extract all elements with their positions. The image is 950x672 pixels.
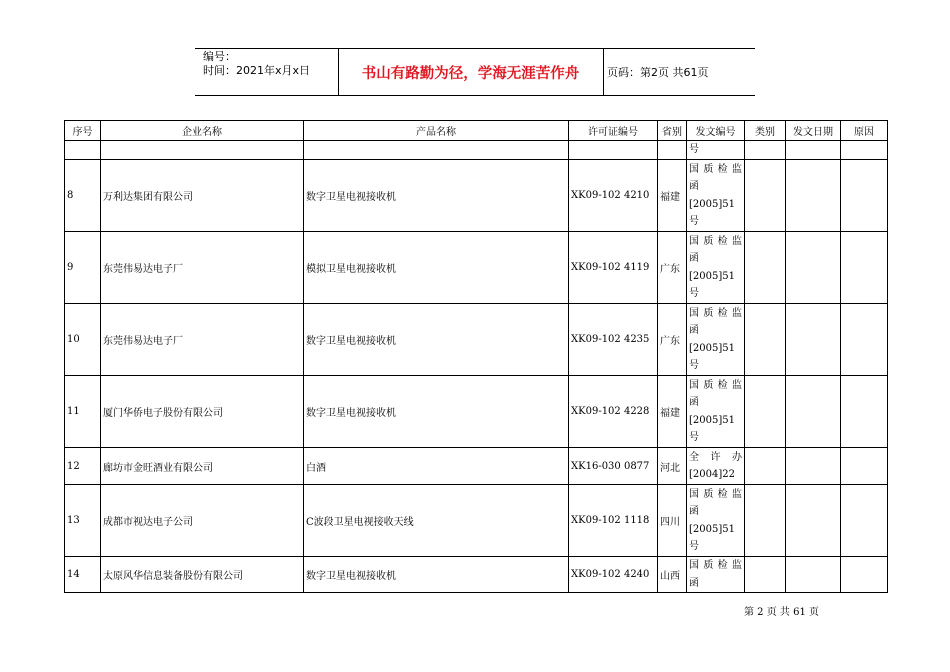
table-cell [569,141,658,160]
row-number: 9 [65,232,101,304]
col-header-province: 省别 [658,121,687,141]
doc-no-line: 国质检监 [689,488,742,500]
reason-cell [841,376,888,448]
col-header-product: 产品名称 [304,121,569,141]
reason-cell [841,304,888,376]
reason-cell [841,557,888,593]
table-row [65,304,888,376]
header-meta [203,50,310,78]
doc-no-line: 函 [689,253,699,264]
table-cell [841,141,888,160]
table-cell [304,141,569,160]
table-cell [786,141,841,160]
table-row [65,485,888,557]
table-row [65,448,888,485]
table-cell [65,141,101,160]
company-name: 廊坊市金旺酒业有限公司 [101,448,304,485]
table-cell [658,141,687,160]
doc-no-line: 函 [689,577,699,589]
code-label: 编号： [203,50,236,63]
date-cell [786,485,841,557]
product-name: 数字卫星电视接收机 [304,557,569,593]
doc-no-line: 函 [689,181,699,192]
doc-no-line: 号 [689,432,699,443]
date-cell [786,232,841,304]
doc-no-line: 号 [689,144,699,156]
license-number: XK09-102 4228 [569,376,658,448]
doc-no-cell [687,557,745,593]
reason-cell [841,448,888,485]
row-number: 13 [65,485,101,557]
document-header [195,48,755,96]
date-cell [786,160,841,232]
category-cell [745,232,786,304]
table-row [65,232,888,304]
doc-no-cell [687,141,745,160]
col-header-no: 序号 [65,121,101,141]
doc-no-line: 国质检监 [689,560,742,571]
doc-no-line: 函 [689,506,699,517]
license-number: XK09-102 4235 [569,304,658,376]
row-number: 10 [65,304,101,376]
province: 福建 [658,160,687,232]
company-name: 东莞伟易达电子厂 [101,232,304,304]
doc-no-line: [2005]51 [689,523,735,535]
product-name: 数字卫星电视接收机 [304,376,569,448]
product-name: 模拟卫星电视接收机 [304,232,569,304]
doc-no-cell [687,376,745,448]
col-header-category: 类别 [745,121,786,141]
date-cell [786,557,841,593]
company-name: 厦门华侨电子股份有限公司 [101,376,304,448]
doc-no-cell [687,304,745,376]
table-row [65,160,888,232]
company-name: 东莞伟易达电子厂 [101,304,304,376]
table-row [65,557,888,593]
date-cell [786,448,841,485]
company-name: 万利达集团有限公司 [101,160,304,232]
doc-no-line: [2005]51 [689,270,735,282]
col-header-company: 企业名称 [101,121,304,141]
doc-no-line: 号 [689,360,699,371]
table-row [65,376,888,448]
table-header-row [65,121,888,141]
doc-no-line: 国质检监 [689,307,742,319]
company-name: 成都市视达电子公司 [101,485,304,557]
doc-no-cell [687,485,745,557]
doc-no-line: 函 [689,397,699,408]
table-cell [745,141,786,160]
doc-no-cell [687,448,745,485]
product-name: C波段卫星电视接收天线 [304,485,569,557]
col-header-license: 许可证编号 [569,121,658,141]
license-number: XK09-102 1118 [569,485,658,557]
col-header-reason: 原因 [841,121,888,141]
province: 四川 [658,485,687,557]
license-number: XK16-030 0877 [569,448,658,485]
doc-no-line: [2005]51 [689,198,735,210]
license-number: XK09-102 4119 [569,232,658,304]
product-name: 白酒 [304,448,569,485]
row-number: 14 [65,557,101,593]
doc-no-line: 号 [689,541,699,552]
row-number: 12 [65,448,101,485]
product-name: 数字卫星电视接收机 [304,304,569,376]
category-cell [745,448,786,485]
table-row [65,141,888,160]
reason-cell [841,232,888,304]
province: 广东 [658,232,687,304]
row-number: 8 [65,160,101,232]
doc-no-line: [2005]51 [689,342,735,354]
page-footer: 第 2 页 共 61 页 [744,607,819,618]
license-number: XK09-102 4240 [569,557,658,593]
province: 河北 [658,448,687,485]
category-cell [745,485,786,557]
doc-no-line: [2005]51 [689,414,735,426]
header-motto: 书山有路勤为径，学海无涯苦作舟 [361,65,580,82]
doc-no-line: 国质检监 [689,235,742,247]
doc-no-line: 国质检监 [689,163,742,175]
company-name: 太原风华信息装备股份有限公司 [101,557,304,593]
date-cell [786,376,841,448]
header-divider [603,48,604,96]
date-cell [786,304,841,376]
col-header-doc-no: 发文编号 [687,121,745,141]
time-label: 时间：2021年x月x日 [203,64,311,77]
row-number: 11 [65,376,101,448]
doc-no-line: 国质检监 [689,379,742,391]
product-name: 数字卫星电视接收机 [304,160,569,232]
col-header-date: 发文日期 [786,121,841,141]
category-cell [745,304,786,376]
license-number: XK09-102 4210 [569,160,658,232]
doc-no-line: 函 [689,325,699,336]
license-table [64,120,888,593]
province: 山西 [658,557,687,593]
category-cell [745,557,786,593]
table-cell [101,141,304,160]
category-cell [745,376,786,448]
doc-no-cell [687,232,745,304]
doc-no-line: [2004]22 [689,469,735,480]
doc-no-cell [687,160,745,232]
province: 广东 [658,304,687,376]
reason-cell [841,160,888,232]
category-cell [745,160,786,232]
doc-no-line: 全许办 [689,451,742,463]
reason-cell [841,485,888,557]
province: 福建 [658,376,687,448]
header-page-info: 页码：第2页 共61页 [607,66,709,79]
doc-no-line: 号 [689,288,699,299]
doc-no-line: 号 [689,216,699,227]
